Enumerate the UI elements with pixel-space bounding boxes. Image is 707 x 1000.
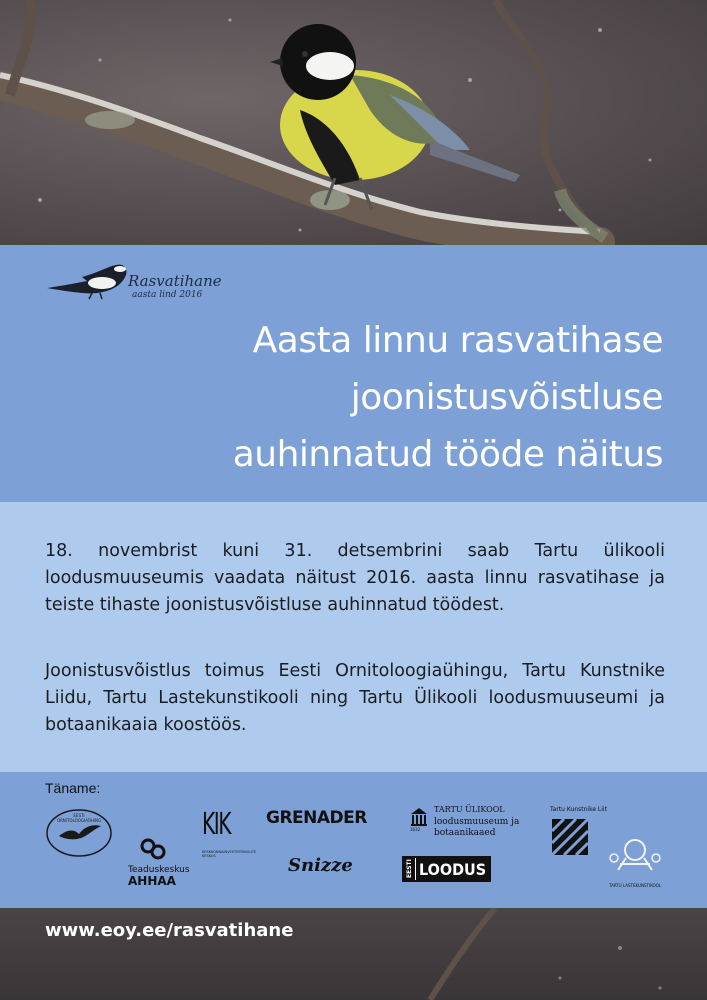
- sponsor-snizze: Snizze: [288, 855, 353, 876]
- sponsor-kik-sub: KESKKONNAINVESTEERINGUTE KESKUS: [202, 850, 257, 858]
- logo-subtitle: aasta lind 2016: [132, 290, 203, 300]
- kunstnike-liit-mark: [550, 817, 590, 857]
- title-line-2: joonistusvõistluse: [350, 377, 663, 418]
- eesti-word: EESTI: [406, 859, 413, 878]
- sponsor-kik-logo: [202, 806, 258, 866]
- ut-line2: loodusmuuseum ja: [434, 817, 520, 827]
- loodus-word: LOODUS: [415, 858, 489, 880]
- sponsor-ahhaa-line2: AHHAA: [128, 874, 176, 888]
- ut-year: 1632: [410, 827, 421, 832]
- thanks-label: Täname:: [45, 780, 101, 796]
- sponsor-eesti-loodus-logo: [402, 856, 491, 882]
- sponsor-grenader: GRENADER: [266, 808, 367, 828]
- kunstnike-liit-text: Tartu Kunstnike Liit: [550, 806, 607, 813]
- title-line-3: auhinnatud tööde näitus: [232, 434, 663, 475]
- lastekunstikool-mark: [604, 836, 666, 878]
- sponsor-eoy-logo: [45, 808, 113, 858]
- footer-url-link[interactable]: www.eoy.ee/rasvatihane: [45, 920, 294, 941]
- sponsor-eoy-text: EESTI ORNITOLOOGIAÜHING: [56, 813, 102, 823]
- sponsor-ahhaa-line1: Teaduskeskus: [128, 865, 190, 875]
- ut-building-icon: [410, 807, 428, 829]
- ut-line3: botaanikaaed: [434, 828, 496, 838]
- page-title: [103, 312, 663, 483]
- photo-great-tit: [0, 0, 707, 245]
- paragraph-partners: Joonistusvõistlus toimus Eesti Ornitoloogiaühingu, Tartu Kunstnike Liidu, Tartu Lastekunstikooli ning Tartu Ülikooli loodusmuuseumi ja botaanikaaia koostöös.: [45, 661, 665, 735]
- ut-line1: TARTU ÜLIKOOL: [434, 805, 505, 814]
- title-line-1: Aasta linnu rasvatihase: [252, 320, 663, 361]
- sponsor-kik-letters: KIK: [202, 807, 231, 842]
- sponsor-lastekunstikool-logo: [604, 836, 666, 888]
- logo-name: Rasvatihane: [128, 272, 222, 290]
- lastekunstikool-text: TARTU LASTEKUNSTIKOOL: [608, 883, 662, 888]
- paragraph-exhibition: 18. novembrist kuni 31. detsembrini saab Tartu ülikooli loodusmuuseumis vaadata näitust 2016. aasta linnu rasvatihase ja teiste tihaste joonistusvõistluse auhinnatud töödest.: [45, 541, 665, 615]
- sponsor-ahhaa-logo: [128, 838, 190, 888]
